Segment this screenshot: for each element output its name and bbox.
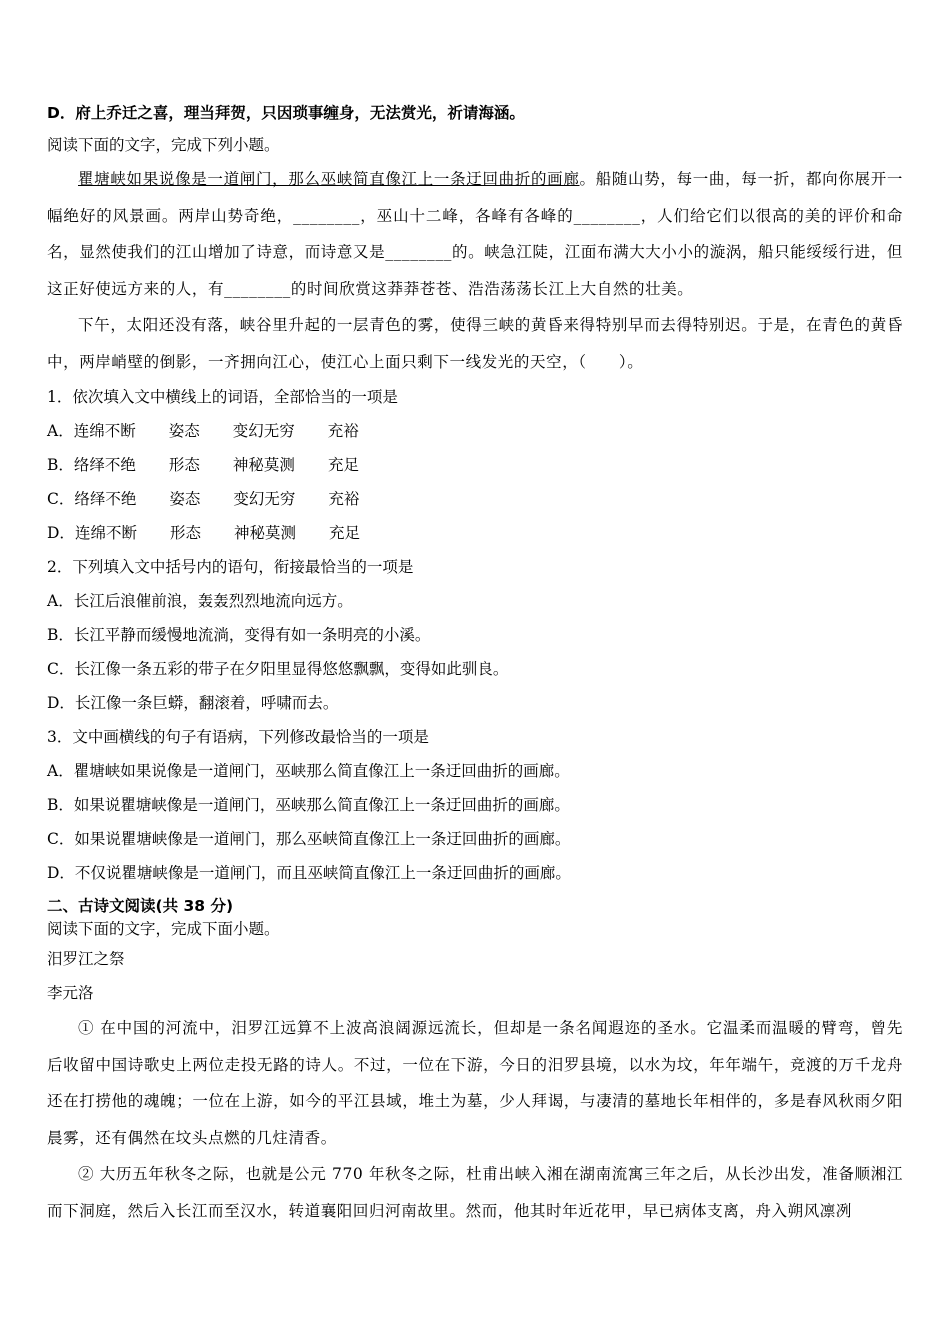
question-1-option-b [47, 448, 903, 482]
question-3-option-b: B．如果说瞿塘峡像是一道闸门，巫峡那么简直像江上一条迂回曲折的画廊。 [47, 796, 570, 814]
option-word: 姿态 [168, 422, 200, 440]
option-label: B． [47, 456, 74, 474]
option-word: 连绵不断 [74, 524, 137, 542]
question-2-option-c: C．长江像一条五彩的带子在夕阳里显得悠悠飘飘，变得如此驯良。 [47, 660, 509, 678]
option-word: 充裕 [328, 490, 360, 508]
question-2-stem: 2．下列填入文中括号内的语句，衔接最恰当的一项是 [47, 558, 414, 576]
option-word: 充足 [328, 524, 360, 542]
passage-1-paragraph-1 [47, 161, 903, 307]
top-option-d: D．府上乔迁之喜，理当拜贺，只因琐事缠身，无法赏光，祈请海涵。 [47, 104, 525, 122]
option-label: C． [47, 490, 75, 508]
question-3-option-c: C．如果说瞿塘峡像是一道闸门，那么巫峡简直像江上一条迂回曲折的画廊。 [47, 830, 571, 848]
underlined-sentence: 瞿塘峡如果说像是一道闸门，那么巫峡简直像江上一条迂回曲折的画廊 [78, 170, 580, 188]
section-2-paragraph-1: ① 在中国的河流中，汨罗江远算不上波高浪阔源远流长，但却是一条名闻遐迩的圣水。它温柔而温暖的臂弯，曾先后收留中国诗歌史上两位走投无路的诗人。不过，一位在下游，今日的汨罗县境，以水为坟，年年端午，竞渡的万千龙舟还在打捞他的魂魄；一位在上游，如今的平江县域，堆土为墓，少人拜谒，与凄清的墓地长年相伴的，多是春风秋雨夕阳晨雾，还有偶然在坟头点燃的几炷清香。 [47, 1019, 903, 1147]
option-label: D． [47, 524, 75, 542]
option-word: 充裕 [327, 422, 359, 440]
passage-1-paragraph-2: 下午，太阳还没有落，峡谷里升起的一层青色的雾，使得三峡的黄昏来得特别早而去得特别迟。于是，在青色的黄昏中，两岸峭壁的倒影，一齐拥向江心，使江心上面只剩下一线发光的天空，（ ）。 [47, 316, 903, 371]
option-word: 姿态 [169, 490, 201, 508]
option-word: 形态 [169, 524, 201, 542]
question-1-option-a [47, 414, 903, 448]
question-1-option-c [47, 482, 903, 516]
question-2-option-a: A．长江后浪催前浪，轰轰烈烈地流向远方。 [47, 592, 353, 610]
option-word: 神秘莫测 [233, 524, 296, 542]
option-word: 充足 [327, 456, 359, 474]
question-3-option-a: A．瞿塘峡如果说像是一道闸门，巫峡那么简直像江上一条迂回曲折的画廊。 [47, 762, 570, 780]
question-2-option-d: D．长江像一条巨蟒，翻滚着，呼啸而去。 [47, 694, 339, 712]
section-2-paragraph-2: ② 大历五年秋冬之际，也就是公元 770 年秋冬之际，杜甫出峡入湘在湖南流寓三年之后，从长沙出发，准备顺湘江而下洞庭，然后入长江而至汉水，转道襄阳回归河南故里。然而，他其时年近花甲，早已病体支离，舟入朔风凛冽 [47, 1165, 903, 1220]
section-2-instruction: 阅读下面的文字，完成下面小题。 [47, 920, 280, 938]
question-1-stem: 1．依次填入文中横线上的词语，全部恰当的一项是 [47, 388, 398, 406]
question-3-stem: 3．文中画横线的句子有语病，下列修改最恰当的一项是 [47, 728, 429, 746]
passage-1-paragraph-1-rest: 。船随山势，每一曲，每一折，都向你展开一幅绝好的风景画。两岸山势奇绝，________，巫山十二峰，各峰有各峰的________，人们给它们以很高的美的评价和命名，显然使我们的江山增加了诗意，而诗意又是________的。峡急江陡，江面布满大大小小的漩涡，船只能绥绥行进，但这正好使远方来的人，有________的时间欣赏这莽莽苍苍、浩浩荡荡长江上大自然的壮美。 [47, 170, 903, 298]
option-word: 连绵不断 [73, 422, 136, 440]
option-word: 变幻无穷 [232, 422, 295, 440]
question-1-option-d [47, 516, 903, 550]
question-2-option-b: B．长江平静而缓慢地流淌，变得有如一条明亮的小溪。 [47, 626, 431, 644]
question-3-option-d: D．不仅说瞿塘峡像是一道闸门，而且巫峡简直像江上一条迂回曲折的画廊。 [47, 864, 571, 882]
option-word: 络绎不绝 [74, 490, 137, 508]
poem-title: 汨罗江之祭 [47, 950, 125, 968]
instruction-1: 阅读下面的文字，完成下列小题。 [47, 136, 280, 154]
option-word: 变幻无穷 [233, 490, 296, 508]
option-word: 络绎不绝 [73, 456, 136, 474]
poem-author: 李元洛 [47, 984, 94, 1002]
section-2-heading: 二、古诗文阅读(共 38 分) [47, 897, 234, 915]
document-page [47, 98, 903, 1229]
option-word: 形态 [168, 456, 200, 474]
option-label: A． [47, 422, 74, 440]
option-word: 神秘莫测 [232, 456, 295, 474]
